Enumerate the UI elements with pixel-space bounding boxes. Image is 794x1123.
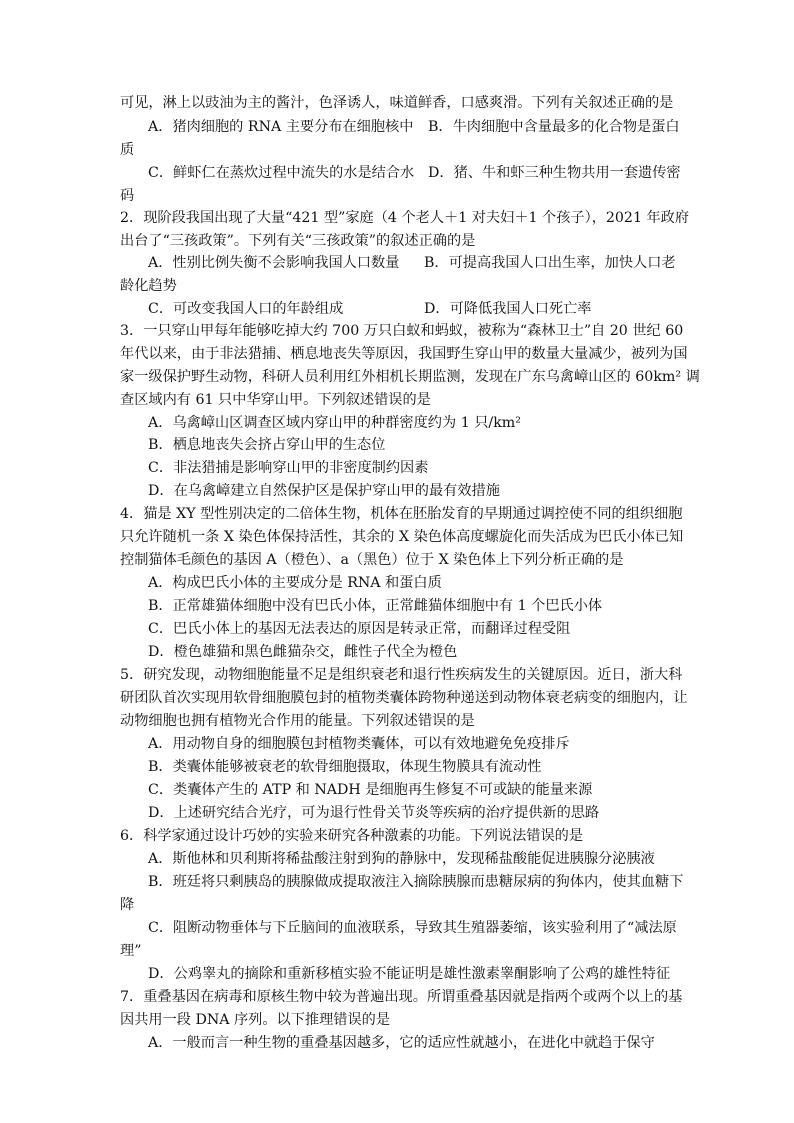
- q2-stem: 2．现阶段我国出现了大量“421 型”家庭（4 个老人＋1 对夫妇＋1 个孩子），2021 年政府: [120, 210, 690, 226]
- q7-option-a: A．一般而言一种生物的重叠基因越多，它的适应性就越小，在进化中就趋于保守: [148, 1035, 655, 1051]
- q3-stem-line3: 家一级保护野生动物，科研人员利用红外相机长期监测，发现在广东乌禽嶂山区的 60km² 调: [120, 369, 700, 385]
- q4-option-d: D．橙色雄猫和黑色雌猫杂交，雌性子代全为橙色: [148, 644, 458, 660]
- q5-option-a: A．用动物自身的细胞膜包封植物类囊体，可以有效地避免免疫排斥: [148, 736, 570, 752]
- q1-option-b-wrap: 质: [120, 142, 135, 158]
- q7-stem: 7．重叠基因在病毒和原核生物中较为普遍出现。所谓重叠基因就是指两个或两个以上的基: [120, 989, 683, 1005]
- q2-option-c: C．可改变我国人口的年龄组成: [148, 301, 344, 317]
- q1-option-c: C．鲜虾仁在蒸炊过程中流失的水是结合水: [148, 165, 415, 181]
- q6-option-b-wrap: 降: [120, 897, 135, 913]
- q4-stem-line3: 控制猫体毛颜色的基因 A（橙色）、a（黑色）位于 X 染色体上下列分析正确的是: [120, 552, 624, 568]
- q3-option-a: A．乌禽嶂山区调查区域内穿山甲的种群密度约为 1 只/km²: [148, 415, 521, 431]
- q3-stem-line2: 年代以来，由于非法猎捕、栖息地丧失等原因，我国野生穿山甲的数量大量减少，被列为国: [120, 346, 688, 362]
- q6-stem: 6．科学家通过设计巧妙的实验来研究各种激素的功能。下列说法错误的是: [120, 828, 584, 844]
- q4-option-b: B．正常雄猫体细胞中没有巴氏小体，正常雌猫体细胞中有 1 个巴氏小体: [148, 598, 603, 614]
- q5-option-d: D．上述研究结合光疗，可为退行性骨关节炎等疾病的治疗提供新的思路: [148, 805, 600, 821]
- q2-option-b: B．可提高我国人口出生率，加快人口老: [424, 255, 676, 271]
- q6-option-d: D．公鸡睾丸的摘除和重新移植实验不能证明是雄性激素睾酮影响了公鸡的雄性特征: [148, 966, 671, 982]
- q5-stem-line2: 研团队首次实现用软骨细胞膜包封的植物类囊体跨物种递送到动物体衰老病变的细胞内，让: [120, 690, 688, 706]
- q1-option-a: A．猪肉细胞的 RNA 主要分布在细胞核中: [148, 119, 414, 135]
- q5-stem-line3: 动物细胞也拥有植物光合作用的能量。下列叙述错误的是: [120, 713, 475, 729]
- q5-stem: 5．研究发现，动物细胞能量不足是组织衰老和退行性疾病发生的关键原因。近日，浙大科: [120, 667, 683, 683]
- q6-option-c-wrap: 理”: [120, 943, 142, 959]
- q2-option-d: D．可降低我国人口死亡率: [424, 301, 592, 317]
- q2-stem-line2: 出台了“三孩政策”。下列有关“三孩政策”的叙述正确的是: [120, 233, 476, 249]
- q6-option-b: B．班廷将只剩胰岛的胰腺做成提取液注入摘除胰腺而患糖尿病的狗体内，使其血糖下: [148, 874, 684, 890]
- q3-option-c: C．非法猎捕是影响穿山甲的非密度制约因素: [148, 460, 429, 476]
- q6-option-c: C．阻断动物垂体与下丘脑间的血液联系，导致其生殖器萎缩，该实验利用了“减法原: [148, 920, 677, 936]
- q2-option-b-wrap: 龄化趋势: [120, 278, 177, 294]
- q1-option-b: B．牛肉细胞中含量最多的化合物是蛋白: [428, 119, 680, 135]
- q3-option-b: B．栖息地丧失会挤占穿山甲的生态位: [148, 437, 386, 453]
- q4-option-c: C．巴氏小体上的基因无法表达的原因是转录正常，而翻译过程受阻: [148, 621, 571, 637]
- q4-option-a: A．构成巴氏小体的主要成分是 RNA 和蛋白质: [148, 575, 442, 591]
- q5-option-c: C．类囊体产生的 ATP 和 NADH 是细胞再生修复不可或缺的能量来源: [148, 782, 593, 798]
- q6-option-a: A．斯他林和贝利斯将稀盐酸注射到狗的静脉中，发现稀盐酸能促进胰腺分泌胰液: [148, 851, 655, 867]
- q3-stem: 3．一只穿山甲每年能够吃掉大约 700 万只白蚁和蚂蚁，被称为“森林卫士”自 20 世纪 60: [120, 323, 684, 339]
- q7-stem-line2: 因共用一段 DNA 序列。以下推理错误的是: [120, 1012, 391, 1028]
- q1-option-d: D．猪、牛和虾三种生物共用一套遗传密: [428, 165, 681, 181]
- q4-stem: 4．猫是 XY 型性别决定的二倍体生物，机体在胚胎发育的早期通过调控使不同的组织细胞: [120, 506, 683, 522]
- q3-option-d: D．在乌禽嶂建立自然保护区是保护穿山甲的最有效措施: [148, 483, 500, 499]
- q4-stem-line2: 只允许随机一条 X 染色体保持活性，其余的 X 染色体高度螺旋化而失活成为巴氏小体已知: [120, 529, 684, 545]
- q1-option-d-wrap: 码: [120, 188, 135, 204]
- q1-stem-tail: 可见，淋上以豉油为主的酱汁，色泽诱人，味道鲜香，口感爽滑。下列有关叙述正确的是: [120, 95, 674, 111]
- q2-option-a: A．性别比例失衡不会影响我国人口数量: [148, 255, 400, 271]
- q5-option-b: B．类囊体能够被衰老的软骨细胞摄取，体现生物膜具有流动性: [148, 759, 542, 775]
- q3-stem-line4: 查区域内有 61 只中华穿山甲。下列叙述错误的是: [120, 392, 431, 408]
